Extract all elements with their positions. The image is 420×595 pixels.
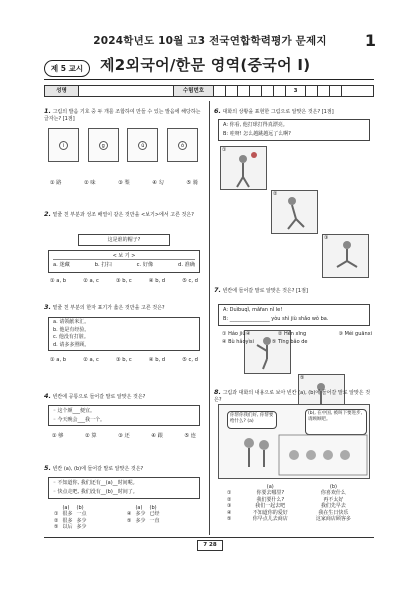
exam-number-label: 수험번호 [174, 86, 214, 96]
phonetic-symbol: ì [59, 141, 68, 150]
question-2 [44, 210, 204, 219]
q8-scene-picture [218, 404, 370, 479]
exam-title: 2024학년도 10월 고3 전국연합학력평가 문제지 [93, 35, 327, 47]
header-rule [44, 79, 374, 80]
sentence-line: d. 请多多照顾。 [53, 341, 90, 348]
exam-number-box[interactable] [274, 86, 286, 96]
table-row[interactable]: ④ 不知道你的爱好 我在生日快乐 [227, 509, 349, 516]
sentence-line: ◦ 不知道你, 我们还有__(a)__时间呢。 [53, 480, 138, 486]
sentence: 这是谁的帽子? [107, 237, 141, 243]
table-row[interactable]: ① 很多 一点 [54, 511, 87, 518]
q1-choices [50, 180, 198, 187]
choice[interactable]: ⑤ 连 [184, 433, 196, 439]
speech-bubble: (b), 在中国, 被叫下要进步, 请顾顾吧。 [305, 409, 367, 435]
choice[interactable]: ② 算 [85, 433, 97, 439]
sentence-line: ◦ 这个颜___便宜。 [53, 408, 96, 414]
question-number: 7. [214, 286, 221, 294]
footer-rule [44, 537, 374, 538]
picture-option[interactable]: ⑤ [298, 374, 345, 418]
exam-number-box[interactable] [262, 86, 274, 96]
choice[interactable]: ④ b, d [148, 278, 166, 284]
q8-answer-table [225, 484, 365, 522]
question-1 [44, 107, 204, 123]
option: c. 好像 [136, 262, 154, 268]
shop-scene-icon [219, 405, 371, 480]
choice[interactable]: ⑤ c, d [182, 278, 198, 284]
choice[interactable]: ③ 还 [118, 433, 130, 439]
choice[interactable]: ① 够 [52, 433, 64, 439]
question-4 [44, 392, 204, 401]
table-row[interactable]: ⑤ 以后 多少 [54, 524, 87, 531]
exam-number-box[interactable] [318, 86, 330, 96]
option: a. 迷藏 [53, 262, 70, 268]
picture-option[interactable]: ① [220, 146, 267, 190]
exam-number-box[interactable] [330, 86, 342, 96]
option: b. 打扫 [94, 262, 112, 268]
column-head: (b) [149, 505, 157, 511]
speech-bubble: 你帮你我们好, 你帮要给什么? (a) [227, 411, 277, 429]
exam-number-box[interactable] [250, 86, 262, 96]
sentence-line: c. 他没有打脏。 [53, 334, 89, 340]
column-divider [209, 101, 210, 535]
exam-number-digit: 3 [286, 86, 306, 96]
choice[interactable]: ② Hěn xīng [277, 331, 307, 337]
choice[interactable]: ① a, b [50, 357, 67, 363]
column-head: (b) [329, 484, 337, 490]
q4-choices [52, 433, 196, 440]
question-text: 밑줄 친 부분의 한자 표기가 옳은 것만을 고른 것은? [52, 305, 165, 311]
question-number: 1. [44, 107, 51, 115]
q5-sentence-box [48, 477, 200, 499]
choice[interactable]: ③ b, c [116, 357, 132, 363]
choice[interactable]: ③ Méi guānxi [338, 331, 372, 337]
dialog-line: B: 哇呀! 怎么越跳越远了么啊? [223, 131, 291, 137]
q6-dialog-box [218, 119, 370, 141]
tiger-picture [48, 128, 79, 162]
option: d. 准确 [178, 262, 195, 268]
question-text: 대화의 상황을 표현한 그림으로 알맞은 것은? [1점] [222, 109, 334, 115]
table-row[interactable]: ④ 多少 已经 [127, 511, 160, 518]
choice[interactable]: ③ b, c [116, 278, 132, 284]
runner-icon [272, 191, 317, 233]
picture-option[interactable]: ④ [244, 330, 291, 374]
q3-sentence-box [48, 317, 200, 351]
column-head: (a) [135, 505, 143, 511]
picture-option[interactable]: ② [271, 190, 318, 234]
question-text: 빈칸에 공통으로 들어갈 말로 알맞은 것은? [52, 394, 146, 400]
choice[interactable]: ⑤ 骑 [186, 180, 198, 186]
tiger-picture [167, 128, 198, 162]
choice[interactable]: ③ 梨 [118, 180, 130, 186]
exam-number-box[interactable] [306, 86, 318, 96]
subject-title: 제2외국어/한문 영역(중국어 Ⅰ) [100, 56, 311, 74]
choice[interactable]: ⑤ c, d [182, 357, 198, 363]
example-label: < 보 기 > [53, 253, 195, 260]
choice[interactable]: ② a, c [83, 278, 99, 284]
question-number: 8. [214, 388, 221, 396]
question-3 [44, 303, 204, 312]
basketball-player-icon [221, 147, 266, 189]
name-label: 성명 [45, 86, 79, 96]
sentence-line: b. 他是有经验。 [53, 326, 90, 333]
q4-sentence-box [48, 405, 200, 426]
choice[interactable]: ④ 跟 [151, 433, 163, 439]
sentence-line: ◦ 今天晚会___我一个。 [53, 416, 106, 423]
dialog-line: A: 你看, 他打球打得真漂亮。 [223, 122, 288, 128]
question-number: 2. [44, 210, 51, 218]
question-8 [214, 388, 374, 404]
choice[interactable]: ① a, b [50, 278, 67, 284]
q7-choices [222, 330, 372, 346]
q5-answer-table-right [125, 505, 162, 524]
question-number: 4. [44, 392, 51, 400]
page-footer [0, 540, 420, 551]
exam-number-box[interactable] [238, 86, 250, 96]
phonetic-symbol: ǔ [138, 141, 147, 150]
session-badge: 제 5 교시 [44, 60, 90, 77]
q2-example-box [48, 250, 200, 273]
choice[interactable]: ④ Bù hǎoyìsi [222, 339, 254, 345]
q3-choices [50, 357, 198, 364]
q1-pictures [48, 128, 198, 162]
choice[interactable]: ④ 勾 [152, 180, 164, 186]
question-text: 그림의 발음 기호 중 두 개를 조합하여 만들 수 있는 발음에 해당하는 글자는? [1점] [44, 109, 201, 122]
table-row[interactable]: ⑤ 多少 一直 [127, 517, 160, 524]
question-6 [214, 107, 374, 116]
example-options [53, 262, 195, 269]
column-head: (b) [76, 505, 84, 511]
dialog-line: B: ________________ yòu shì jiù shǎo wǒ ba. [223, 316, 329, 322]
question-text: 빈칸 (a), (b)에 들어갈 말로 알맞은 것은? [52, 466, 144, 472]
q7-dialog-box [218, 304, 370, 326]
tiger-picture [88, 128, 119, 162]
choice[interactable]: ① Háo jiǔ [222, 331, 246, 337]
question-text: 빈칸에 들어갈 말로 알맞은 것은? [1점] [222, 288, 308, 294]
table-row[interactable]: ② 很多 多少 [54, 517, 87, 524]
table-row[interactable]: ③ 我们一起去吧 我们先早去 [227, 503, 346, 510]
table-row[interactable]: ② 我们要什么? 再不太好 [227, 496, 344, 503]
q2-choices [50, 278, 198, 285]
exam-number-box[interactable] [226, 86, 238, 96]
question-number: 3. [44, 303, 51, 311]
picture-option[interactable]: ③ [322, 234, 369, 278]
choice[interactable]: ② 味 [84, 180, 96, 186]
table-row[interactable]: ① 你要去哪里? 你喜欢什么 [227, 490, 346, 497]
dialog-line: A: Duìbuqǐ, mǎfan nǐ le! [223, 307, 283, 313]
choice[interactable]: ⑤ Tīng bǎo de [271, 339, 308, 345]
q2-sentence-box [78, 234, 170, 246]
choice[interactable]: ② a, c [83, 357, 99, 363]
tiger-picture [127, 128, 158, 162]
question-5 [44, 464, 204, 473]
choice[interactable]: ④ b, d [148, 357, 166, 363]
phonetic-symbol: ǒ [178, 141, 187, 150]
question-text: 밑줄 친 부분과 성조 배열이 같은 것만을 <보기>에서 고른 것은? [52, 212, 194, 218]
q5-answer-table-left [52, 505, 89, 531]
column-head: (a) [266, 484, 274, 490]
exam-number-box[interactable] [342, 86, 373, 96]
question-number: 6. [214, 107, 221, 115]
page-number: 1 [364, 31, 376, 50]
table-row[interactable]: ⑤ 你早点儿去商店 这家商店顾客多 [227, 516, 351, 523]
info-bar [44, 85, 374, 97]
sentence-line: ◦ 快点走吧, 我们没有__(b)__时间了。 [53, 489, 138, 495]
sentence-line: a. 请领献米汇。 [53, 319, 90, 325]
phonetic-symbol: g [99, 141, 108, 150]
name-field[interactable] [79, 86, 174, 96]
jumper-icon [323, 235, 368, 277]
question-number: 5. [44, 464, 51, 472]
choice[interactable]: ① 路 [50, 180, 62, 186]
exam-number-box[interactable] [214, 86, 226, 96]
page-indicator: 7 28 [197, 540, 222, 551]
question-text: 그림과 대화의 내용으로 보아 빈칸 (a), (b)에 들어갈 말로 알맞은 것은? [214, 390, 371, 403]
column-head: (a) [62, 505, 70, 511]
question-7 [214, 286, 374, 295]
